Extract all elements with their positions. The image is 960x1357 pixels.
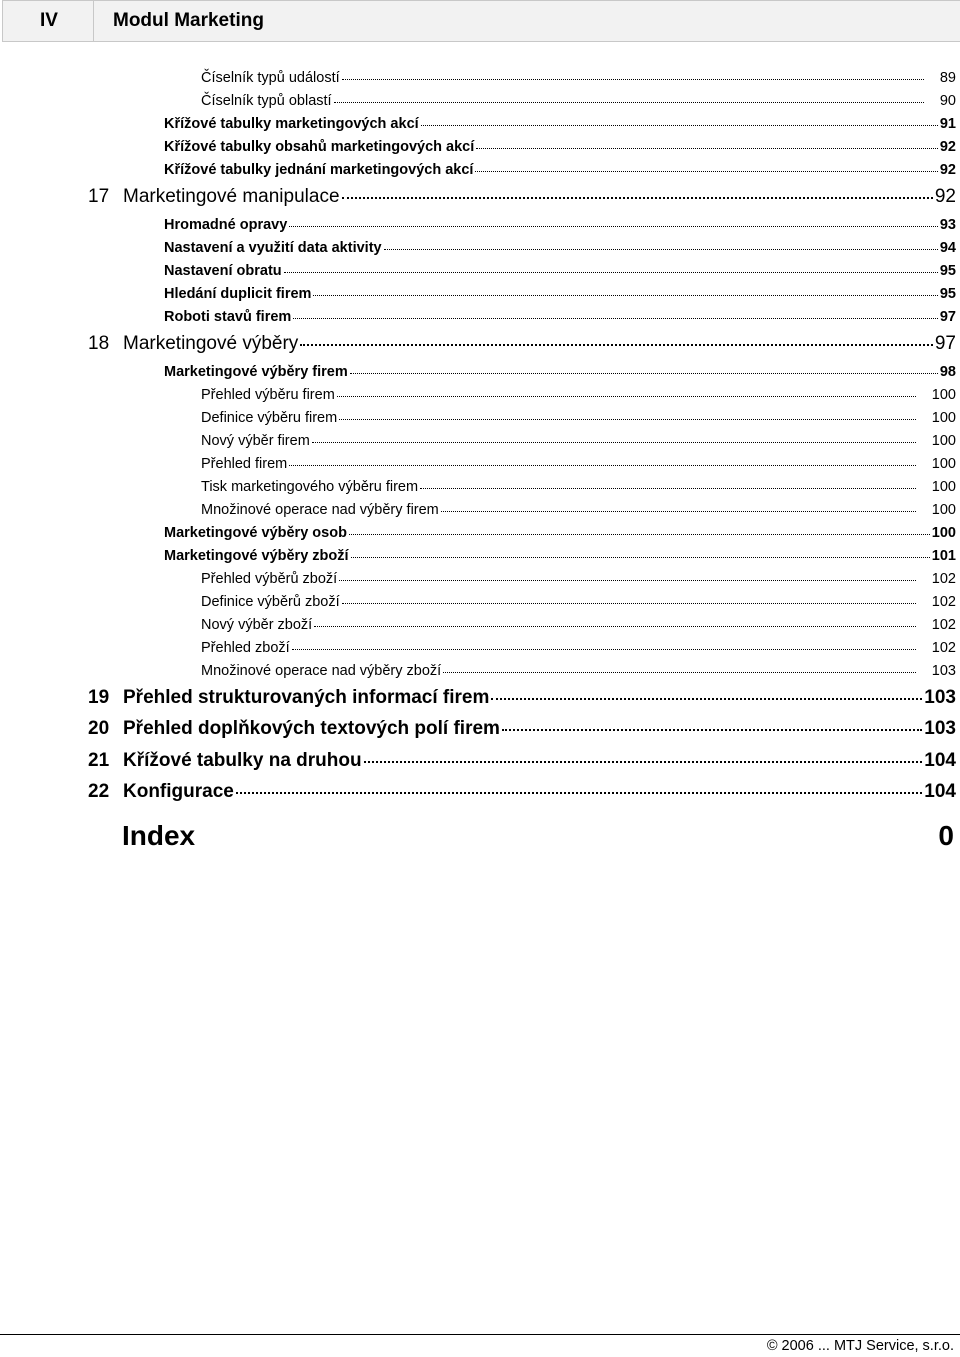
toc-page-number: 103: [924, 718, 956, 739]
toc-dot-leader: [293, 318, 938, 319]
toc-entry-title: Množinové operace nad výběry firem: [201, 502, 439, 518]
toc-entry-title: Roboti stavů firem: [164, 309, 292, 325]
toc-dot-leader: [475, 171, 937, 172]
toc-section-number: 20: [88, 718, 110, 739]
chapter-number: IV: [2, 0, 94, 42]
toc-page-number: 95: [939, 263, 956, 279]
toc-section-number: 19: [88, 687, 110, 708]
toc-entry[interactable]: [201, 479, 956, 495]
toc-entry[interactable]: [201, 502, 956, 518]
toc-dot-leader: [364, 761, 923, 763]
toc-page-number: 97: [939, 309, 956, 325]
toc-page-number: 92: [934, 186, 956, 207]
toc-dot-leader: [342, 197, 933, 199]
toc-dot-leader: [420, 488, 916, 489]
toc-entry[interactable]: [164, 309, 956, 325]
toc-page-number: 95: [939, 286, 956, 302]
toc-dot-leader: [349, 534, 930, 535]
toc-dot-leader: [350, 373, 938, 374]
toc-dot-leader: [334, 102, 924, 103]
footer-copyright: © 2006 ... MTJ Service, s.r.o.: [766, 1338, 954, 1354]
toc-entry-title: Přehled zboží: [201, 640, 290, 656]
toc-entry-title: Marketingové výběry: [123, 333, 299, 354]
toc-dot-leader: [292, 649, 916, 650]
toc-entry[interactable]: [88, 750, 956, 772]
toc-dot-leader: [312, 442, 916, 443]
toc-page-number: 100: [931, 410, 956, 426]
toc-page-number: 102: [931, 594, 956, 610]
page-header: [0, 0, 960, 44]
toc-entry-title: Číselník typů oblastí: [201, 93, 332, 109]
toc-entry[interactable]: [201, 571, 956, 587]
toc-page-number: 100: [931, 456, 956, 472]
toc-page-number: 102: [931, 571, 956, 587]
toc-dot-leader: [314, 626, 916, 627]
toc-page-number: 100: [931, 479, 956, 495]
chapter-title: Modul Marketing: [94, 0, 960, 42]
toc-page-number: 102: [931, 640, 956, 656]
toc-page-number: 100: [931, 502, 956, 518]
toc-entry[interactable]: [164, 240, 956, 256]
toc-page-number: 101: [931, 548, 956, 564]
toc-entry-title: Nastavení a využití data aktivity: [164, 240, 382, 256]
toc-entry-title: Definice výběrů zboží: [201, 594, 340, 610]
toc-entry-title: Hledání duplicit firem: [164, 286, 312, 302]
toc-dot-leader: [339, 580, 916, 581]
toc-page-number: 102: [931, 617, 956, 633]
toc-entry[interactable]: [164, 548, 956, 564]
toc-entry[interactable]: [201, 70, 956, 86]
toc-section-number: 17: [88, 186, 110, 207]
toc-entry[interactable]: [164, 263, 956, 279]
toc-entry[interactable]: [164, 364, 956, 380]
toc-entry[interactable]: [164, 139, 956, 155]
toc-entry-title: Přehled firem: [201, 456, 288, 472]
toc-dot-leader: [289, 465, 916, 466]
toc-entry[interactable]: [201, 433, 956, 449]
toc-entry[interactable]: [88, 186, 956, 208]
toc-page-number: 100: [931, 387, 956, 403]
footer-divider: [0, 1334, 960, 1335]
toc-page-number: 100: [931, 433, 956, 449]
toc-dot-leader: [337, 396, 916, 397]
toc-entry[interactable]: [164, 116, 956, 132]
toc-entry-title: Přehled strukturovaných informací firem: [123, 687, 490, 708]
toc-entry[interactable]: [164, 286, 956, 302]
toc-entry[interactable]: [201, 456, 956, 472]
toc-entry-title: Množinové operace nad výběry zboží: [201, 663, 442, 679]
toc-entry-title: Nastavení obratu: [164, 263, 282, 279]
toc-entry[interactable]: [88, 333, 956, 355]
toc-page-number: 89: [939, 70, 956, 86]
toc-entry[interactable]: [88, 718, 956, 740]
toc-dot-leader: [502, 729, 922, 731]
toc-dot-leader: [236, 792, 922, 794]
toc-entry-title: Přehled výběrů zboží: [201, 571, 338, 587]
toc-section-number: 18: [88, 333, 110, 354]
toc-entry-title: Přehled doplňkových textových polí firem: [123, 718, 500, 739]
toc-dot-leader: [476, 148, 938, 149]
toc-entry-title: Marketingové výběry zboží: [164, 548, 349, 564]
toc-entry-title: Marketingové výběry osob: [164, 525, 347, 541]
toc-entry[interactable]: [201, 594, 956, 610]
toc-entry-title: Přehled výběru firem: [201, 387, 335, 403]
index-page-number: 0: [938, 820, 954, 851]
toc-entry-title: Marketingové manipulace: [123, 186, 340, 207]
toc-entry[interactable]: [164, 217, 956, 233]
toc-page-number: 100: [931, 525, 956, 541]
toc-entry-title: Tisk marketingového výběru firem: [201, 479, 419, 495]
toc-entry-title: Konfigurace: [123, 781, 234, 802]
toc-page-number: 92: [939, 162, 956, 178]
toc-page-number: 104: [924, 781, 956, 802]
toc-dot-leader: [339, 419, 916, 420]
toc-section-number: 21: [88, 750, 110, 771]
toc-page-number: 104: [924, 750, 956, 771]
toc-entry[interactable]: [88, 687, 956, 709]
toc-page-number: 97: [934, 333, 956, 354]
toc-entry-title: Křížové tabulky jednání marketingových akcí: [164, 162, 474, 178]
toc-entry-title: Číselník typů událostí: [201, 70, 340, 86]
toc-entry[interactable]: [201, 617, 956, 633]
toc-dot-leader: [443, 672, 916, 673]
toc-entry[interactable]: [88, 781, 956, 803]
toc-page-number: 91: [939, 116, 956, 132]
toc-dot-leader: [342, 603, 916, 604]
toc-page-number: 103: [924, 687, 956, 708]
toc-entry[interactable]: [164, 525, 956, 541]
toc-page-number: 94: [939, 240, 956, 256]
index-heading[interactable]: Index: [122, 820, 196, 851]
toc-entry-title: Hromadné opravy: [164, 217, 288, 233]
toc-dot-leader: [491, 698, 922, 700]
toc-dot-leader: [421, 125, 938, 126]
toc-dot-leader: [441, 511, 916, 512]
toc-page-number: 90: [939, 93, 956, 109]
toc-entry[interactable]: [201, 410, 956, 426]
toc-page-number: 92: [939, 139, 956, 155]
toc-entry[interactable]: [201, 93, 956, 109]
toc-dot-leader: [351, 557, 930, 558]
toc-section-number: 22: [88, 781, 110, 802]
toc-dot-leader: [289, 226, 938, 227]
toc-entry-title: Nový výběr firem: [201, 433, 310, 449]
toc-entry-title: Křížové tabulky obsahů marketingových akcí: [164, 139, 475, 155]
toc-entry-title: Definice výběru firem: [201, 410, 338, 426]
toc-entry[interactable]: [164, 162, 956, 178]
toc-entry-title: Křížové tabulky na druhou: [123, 750, 362, 771]
toc-entry[interactable]: [201, 387, 956, 403]
toc-page-number: 93: [939, 217, 956, 233]
toc-dot-leader: [384, 249, 938, 250]
toc-page-number: 103: [931, 663, 956, 679]
toc-dot-leader: [284, 272, 938, 273]
toc-dot-leader: [342, 79, 924, 80]
toc-page-number: 98: [939, 364, 956, 380]
toc-entry-title: Nový výběr zboží: [201, 617, 313, 633]
toc-dot-leader: [313, 295, 937, 296]
toc-entry-title: Marketingové výběry firem: [164, 364, 348, 380]
toc-entry[interactable]: [201, 640, 956, 656]
toc-entry[interactable]: [201, 663, 956, 679]
toc-entry-title: Křížové tabulky marketingových akcí: [164, 116, 419, 132]
toc-dot-leader: [300, 344, 933, 346]
